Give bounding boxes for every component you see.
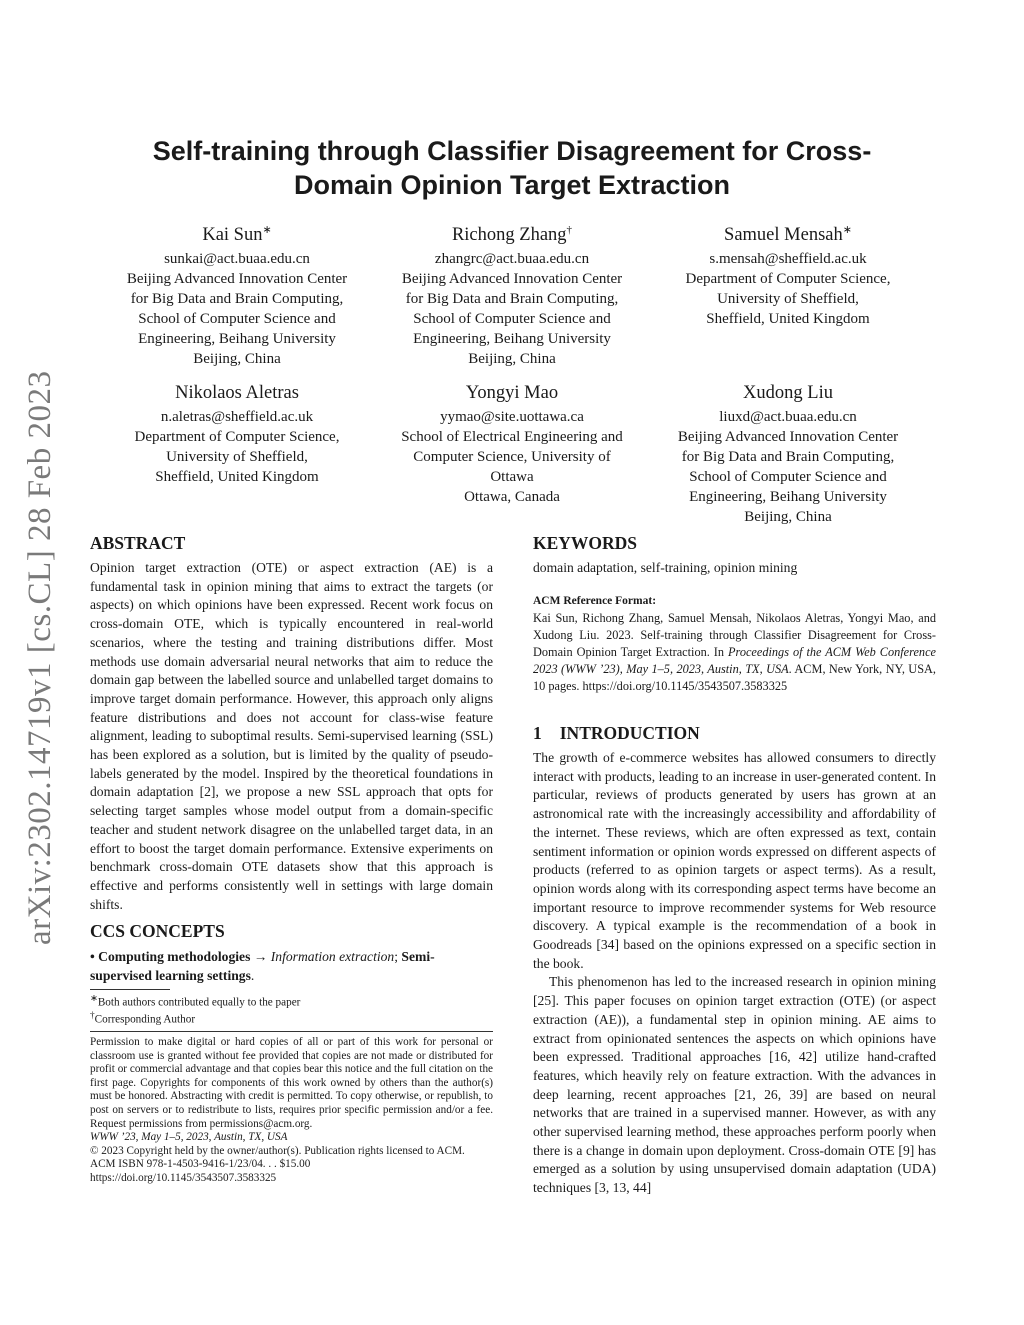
author-block — [382, 218, 642, 369]
permission-text: Permission to make digital or hard copies of all or part of this work for personal or classroom use is granted without fee provided that copies are not made or distributed for profit or commercial advantage and that copies bear this notice and the full citation on the first page. Copyrights for components of this work owned by others than the author(s) must be honored. Abstracting with credit is permitted. To copy otherwise, or republish, to post on servers or to redistribute to lists, requires prior specific permission and/or a fee. Request permissions from permissions@acm.org. — [90, 1036, 493, 1130]
keywords-text: domain adaptation, self-training, opinion mining — [533, 560, 798, 575]
isbn-line: ACM ISBN 978-1-4503-9416-1/23/04. . . $15.00 — [90, 1158, 311, 1171]
permission-rule — [90, 1031, 493, 1032]
permission-block — [90, 1036, 493, 1186]
abstract-section — [90, 532, 493, 914]
author-affiliation-line: School of Computer Science and — [689, 469, 887, 486]
author-affiliation-line: for Big Data and Brain Computing, — [405, 291, 619, 308]
author-affiliation-line: Beijing Advanced Innovation Center — [401, 271, 623, 288]
author-affiliation-line: Computer Science, University of — [413, 449, 611, 466]
author-affiliation-line: Department of Computer Science, — [685, 271, 891, 288]
ccs-text: • Computing methodologies → Information extraction; Semi-supervised learning settings. — [90, 949, 435, 983]
author-affiliation-line: Beijing, China — [468, 351, 556, 368]
acm-reference-heading: ACM Reference Format: — [533, 595, 657, 607]
footnote: ∗Both authors contributed equally to the paper — [90, 994, 301, 1009]
keywords-section — [533, 532, 936, 578]
introduction-heading: 1 INTRODUCTION — [533, 723, 700, 743]
author-email: s.mensah@sheffield.ac.uk — [709, 251, 867, 268]
keywords-heading: KEYWORDS — [533, 533, 638, 553]
author-email: liuxd@act.buaa.edu.cn — [719, 409, 857, 426]
acm-reference — [533, 593, 936, 695]
ccs-term: Information extraction — [270, 949, 395, 964]
copyright-line: © 2023 Copyright held by the owner/author(s). Publication rights licensed to ACM. — [90, 1144, 465, 1157]
author-name: Samuel Mensah∗ — [724, 224, 852, 246]
ccs-section — [90, 920, 493, 985]
author-affiliation-line: University of Sheffield, — [166, 449, 308, 466]
author-affiliation-line: School of Computer Science and — [138, 311, 336, 328]
doi-link[interactable]: https://doi.org/10.1145/3543507.3583325 — [90, 1171, 277, 1184]
footnote: †Corresponding Author — [90, 1011, 196, 1027]
paper-title: Self-training through Classifier Disagreement for Cross-Domain Opinion Target Extraction — [152, 136, 872, 200]
author-affiliation-line: Beijing, China — [193, 351, 281, 368]
author-name: Yongyi Mao — [465, 383, 559, 404]
ccs-heading: CCS CONCEPTS — [90, 921, 225, 941]
author-affiliation-line: Engineering, Beihang University — [138, 331, 336, 348]
author-email: n.aletras@sheffield.ac.uk — [160, 409, 314, 426]
author-name: Kai Sun∗ — [202, 224, 272, 246]
intro-paragraph: This phenomenon has led to the increased research in opinion mining [25]. This paper focuses on opinion target extraction (OTE) (or aspect extraction (AE)), a fundamental step in opinion mining. AE aims to extract from opinionated sentences the aspects on which opinions have been expressed. Traditional approaches [16, 42] utilize hand-crafted features, which heavily rely on feature extraction. With the advances in deep learning, recent approaches [21, 26, 39] are based on neural networks that are trained in a supervised manner. However, as with any other supervised learning method, these approaches perform poorly when there is a change in domain upon deployment. Cross-domain OTE [9] has emerged as a solution by using unsupervised domain adaptation (UDA) techniques [3, 13, 44] — [533, 974, 936, 1196]
introduction-section — [533, 722, 936, 1198]
arxiv-identifier: arXiv:2302.14719v1 [cs.CL] 28 Feb 2023 — [22, 370, 58, 945]
author-affiliation-line: School of Electrical Engineering and — [401, 429, 623, 446]
author-affiliation-line: Beijing Advanced Innovation Center — [677, 429, 899, 446]
intro-paragraph: The growth of e-commerce websites has allowed consumers to directly interact with products, leading to an increase in user-generated content. In particular, reviews of products generated by users has grown at an astronomical rate with the increasingly accessibility and affordability of the internet. These reviews, which are often expressed as text, contain sentiment information or opinion words expressed on different aspects of products (referred to as opinion targets or aspect terms). As a result, opinion words along with its corresponding aspect terms have become an important resource to improve recommender systems for Web resource discovery. A typical example is the recommendation of a book in Goodreads [34] based on the opinions expressed on a specific section in the book. — [533, 750, 936, 971]
author-affiliation-line: Engineering, Beihang University — [689, 489, 887, 506]
ccs-term: Computing methodologies — [98, 949, 251, 964]
ccs-term: Semi-supervised learning settings — [90, 949, 435, 983]
venue-line: WWW ’23, May 1–5, 2023, Austin, TX, USA — [90, 1131, 288, 1144]
footnotes — [90, 993, 493, 1028]
author-affiliation-line: School of Computer Science and — [413, 311, 611, 328]
author-affiliation-line: for Big Data and Brain Computing, — [681, 449, 895, 466]
author-name: Richong Zhang† — [451, 224, 573, 246]
author-email: zhangrc@act.buaa.edu.cn — [434, 251, 590, 268]
author-block — [107, 218, 367, 369]
author-affiliation-line: Beijing, China — [744, 509, 832, 526]
author-affiliation-line: Beijing Advanced Innovation Center — [126, 271, 348, 288]
author-affiliation-line: Department of Computer Science, — [134, 429, 340, 446]
author-block — [382, 376, 642, 507]
author-block — [107, 376, 367, 487]
author-affiliation-line: Engineering, Beihang University — [413, 331, 611, 348]
footnote-rule — [90, 989, 170, 990]
author-block — [658, 376, 918, 527]
acm-reference-text: Kai Sun, Richong Zhang, Samuel Mensah, Nikolaos Aletras, Yongyi Mao, and Xudong Liu. 2023. Self-training through Classifier Disagreement for Cross-Domain Opinion Target Extraction. In Proceedings of the ACM Web Conference 2023 (WWW ’23), May 1–5, 2023, Austin, TX, USA. ACM, New York, NY, USA, 10 pages. https://doi.org/10.1145/3543507.3583325 — [533, 611, 936, 693]
author-affiliation-line: for Big Data and Brain Computing, — [130, 291, 344, 308]
author-email: sunkai@act.buaa.edu.cn — [164, 251, 310, 268]
author-email: yymao@site.uottawa.ca — [440, 409, 584, 426]
author-affiliation-line: Ottawa — [490, 469, 534, 486]
author-affiliation-line: University of Sheffield, — [717, 291, 859, 308]
abstract-text: Opinion target extraction (OTE) or aspect extraction (AE) is a fundamental task in opinion mining that aims to extract the targets (or aspects) on which opinions have been expressed. Recent work focus on cross-domain OTE, which is typically encountered in real-world scenarios, where the testing and training distributions differ. Most methods use domain adversarial neural networks that aim to reduce the domain gap between the labelled source and unlabelled target domains to improve target domain performance. However, this approach only aligns feature distributions and does not account for class-wise feature alignment, leading to suboptimal results. Semi-supervised learning (SSL) has been explored as a solution, but is limited by the quality of pseudo-labels generated by the model. Inspired by the theoretical foundations in domain adaptation [2], we propose a new SSL approach that opts for selecting target samples whose model output from a domain-specific teacher and student network disagree on the unlabelled target data, in an effort to boost the target domain performance. Extensive experiments on benchmark cross-domain OTE datasets show that this approach is effective and performs consistently well in settings with large domain shifts. — [90, 560, 493, 912]
abstract-heading: ABSTRACT — [90, 533, 186, 553]
author-name: Xudong Liu — [743, 383, 833, 404]
author-affiliation-line: Sheffield, United Kingdom — [155, 469, 319, 486]
author-block — [658, 218, 918, 329]
author-name: Nikolaos Aletras — [175, 383, 299, 404]
author-affiliation-line: Ottawa, Canada — [464, 489, 560, 506]
author-affiliation-line: Sheffield, United Kingdom — [706, 311, 870, 328]
